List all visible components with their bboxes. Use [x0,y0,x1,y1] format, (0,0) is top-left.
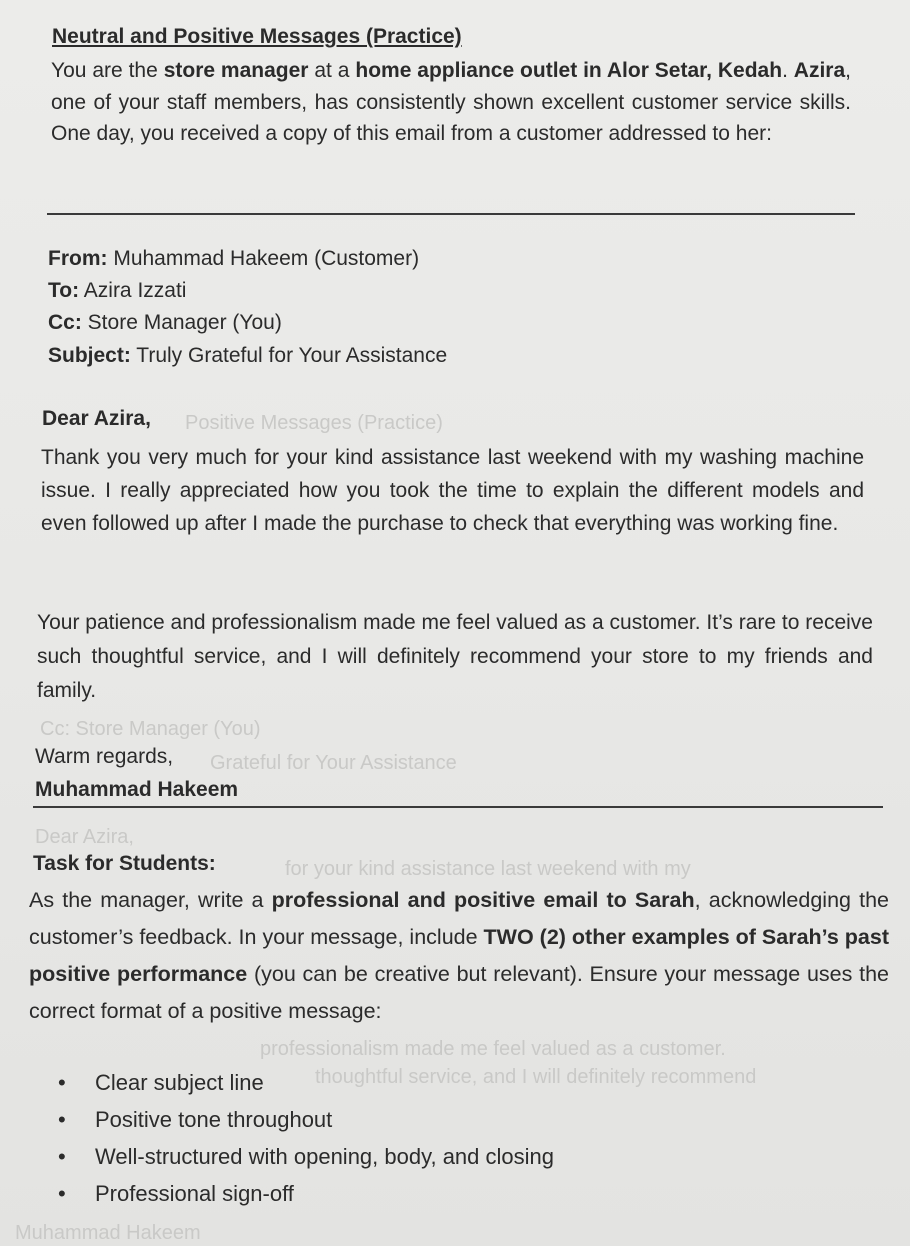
checklist-item-label: Positive tone throughout [95,1107,333,1132]
task-text: , acknowledging the customer’s feedback. In your message, include [29,888,890,949]
bullet-dot-icon: • [58,1070,66,1095]
subject-label: Subject: [48,344,131,367]
show-through-text: Grateful for Your Assistance [210,752,457,774]
to-label: To: [48,279,80,302]
checklist-item-label: Professional sign-off [95,1181,294,1206]
intro-place: home appliance outlet in Alor Setar, Kedah [355,59,783,82]
format-checklist [58,1064,554,1212]
from-label: From: [48,247,108,270]
email-from-line [48,247,419,271]
task-heading: Task for Students: [33,852,216,875]
show-through-text: professionalism made me feel valued as a customer. [260,1038,726,1060]
checklist-item-label: Clear subject line [95,1070,264,1095]
show-through-text: for your kind assistance last weekend with my [285,858,691,880]
task-emphasis: professional and positive email to Sarah [271,888,695,912]
document-heading: Neutral and Positive Messages (Practice) [52,25,462,48]
intro-text: at a [308,59,356,82]
subject-value: Truly Grateful for Your Assistance [130,344,448,367]
checklist-item [58,1101,554,1138]
divider-rule [47,213,855,215]
from-value: Muhammad Hakeem (Customer) [107,247,420,270]
email-signature: Muhammad Hakeem [35,778,239,801]
checklist-item [58,1175,554,1212]
email-paragraph-2: Your patience and professionalism made me feel valued as a customer. It’s rare to receive such thoughtful service, and I will definitely recommend your store to my friends and family. [37,611,873,702]
checklist-item [58,1138,554,1175]
email-paragraph-1: Thank you very much for your kind assistance last weekend with my washing machine issue. I really appreciated how you took the time to explain the different models and even followed up after I made the purchase to check that everything was working fine. [41,446,864,535]
intro-text: . [782,59,794,82]
bullet-dot-icon: • [58,1144,66,1169]
bullet-dot-icon: • [58,1181,66,1206]
show-through-text: Muhammad Hakeem [15,1222,201,1244]
task-instructions [29,882,889,1030]
task-emphasis: TWO (2) other examples of Sarah’s past positive performance [29,925,889,986]
divider-rule [33,806,883,808]
task-text: (you can be creative but relevant). Ensure your message uses the correct format of a positive message: [29,962,889,1023]
scenario-intro [51,55,851,150]
intro-text: You are the [51,59,164,82]
intro-staff-name: Azira [793,59,846,82]
task-text: As the manager, write a [29,888,272,912]
cc-label: Cc: [48,311,82,334]
email-cc-line [48,311,282,335]
to-value: Azira Izzati [79,279,187,302]
intro-role: store manager [163,59,309,82]
bullet-dot-icon: • [58,1107,66,1132]
email-subject-line [48,344,447,368]
show-through-text: Cc: Store Manager (You) [40,718,261,740]
intro-text: , one of your staff members, has consistently shown excellent customer service skills. One day, you received a copy of this email from a customer addressed to her: [51,59,851,145]
email-greeting: Dear Azira, [42,407,151,430]
checklist-item [58,1064,554,1101]
cc-value: Store Manager (You) [81,311,282,334]
show-through-text: Positive Messages (Practice) [185,412,443,434]
checklist-item-label: Well-structured with opening, body, and closing [95,1144,554,1169]
email-to-line [48,279,186,303]
show-through-text: thoughtful service, and I will definitely recommend [315,1066,757,1088]
show-through-text: Dear Azira, [35,826,134,848]
email-closing: Warm regards, [35,745,174,768]
